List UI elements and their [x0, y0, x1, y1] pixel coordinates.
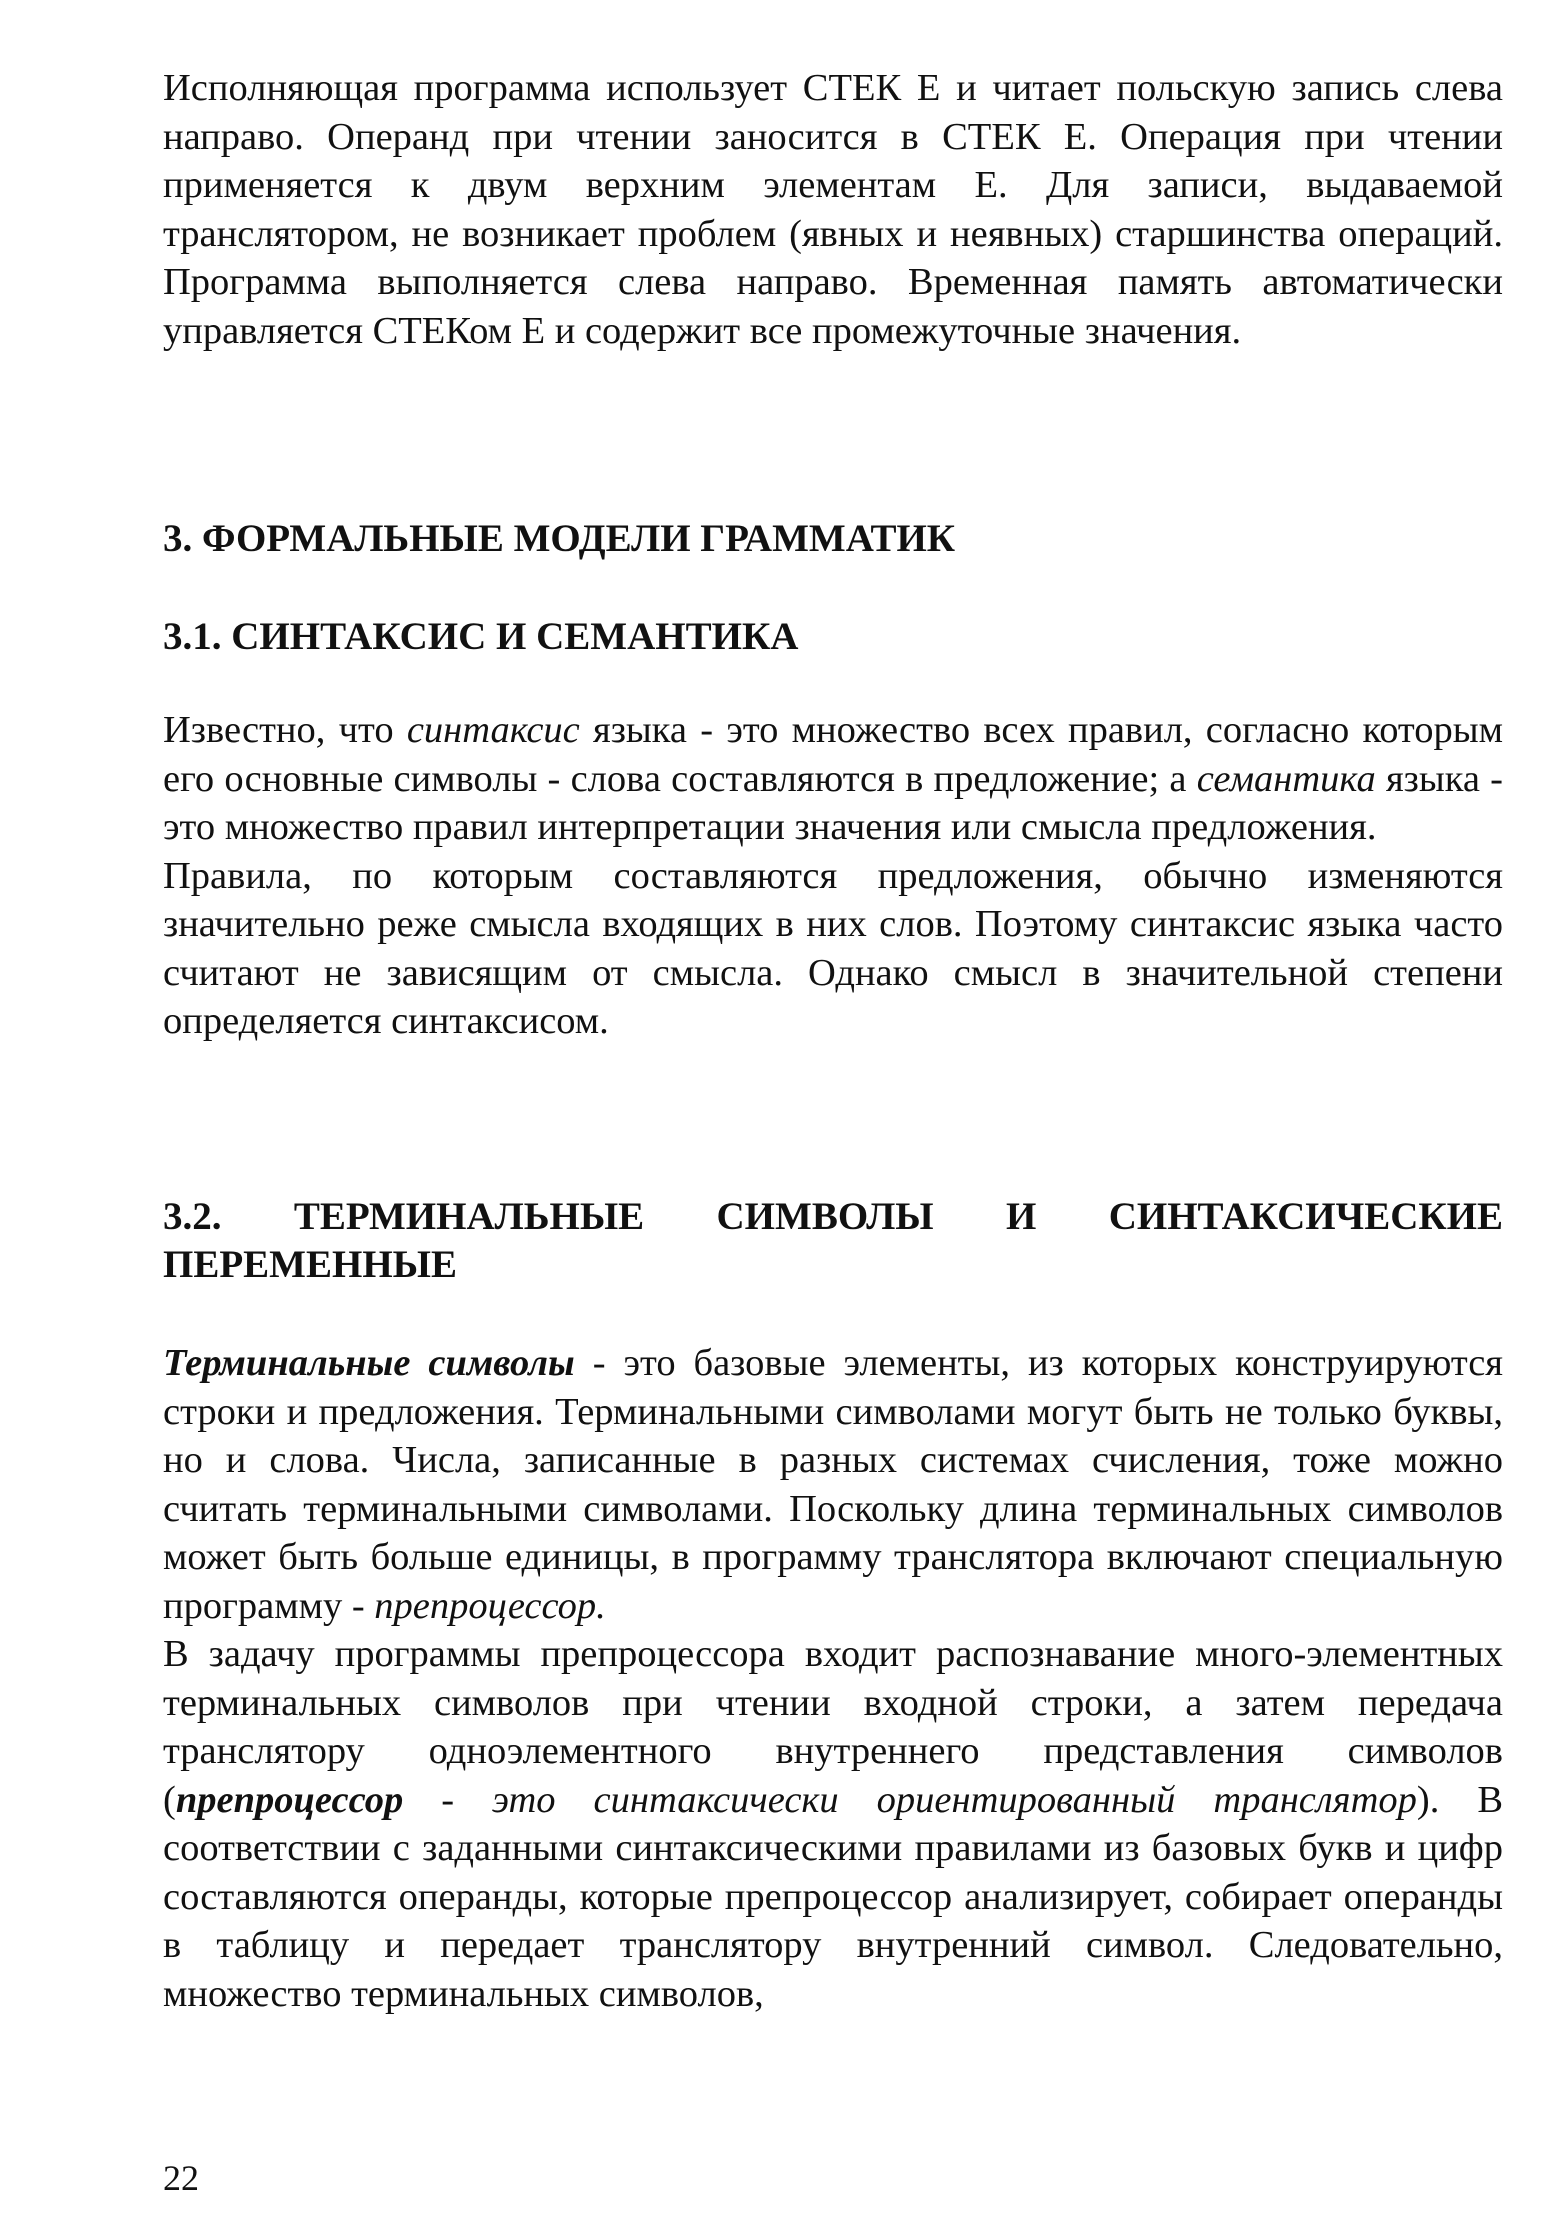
section-3-2-paragraph-2	[163, 1630, 1503, 2018]
section-3-1-paragraph-1	[163, 706, 1503, 852]
term-semantics: семантика	[1196, 757, 1376, 800]
section-3-2-title: 3.2. ТЕРМИНАЛЬНЫЕ СИМВОЛЫ И СИНТАКСИЧЕСКИЕ ПЕРЕМЕННЫЕ	[163, 1195, 1503, 1286]
section-3-1-body	[163, 706, 1503, 1046]
text-run: Известно, что	[163, 709, 407, 751]
term-preprocessor-bold: препроцессор	[175, 1778, 404, 1821]
text-run: - это базовые элементы, из которых конструируются строки и предложения. Терминальными символами могут быть не только буквы, но и слова. Числа, записанные в разных системах счисления, тоже можно считать терминальными символами. Поскольку длина терминальных символов может быть больше единицы, в программу транслятора включают специальную программу -	[163, 1342, 1503, 1627]
section-3-1-title: 3.1. СИНТАКСИС И СЕМАНТИКА	[163, 615, 799, 658]
term-preprocessor: препроцессор.	[374, 1584, 606, 1627]
section-3-1-paragraph-2: Правила, по которым составляются предложения, обычно изменяются значительно реже смысла входящих в них слов. Поэтому синтаксис языка часто считают не зависящим от смысла. Однако смысл в значительной степени определяется синтаксисом.	[163, 854, 1503, 1042]
term-syntax: синтаксис	[406, 709, 580, 751]
intro-paragraph: Исполняющая программа использует СТЕК Е и читает польскую запись слева направо. Операнд при чтении заносится в СТЕК Е. Операция при чтении применяется к двум верхним элементам Е. Для записи, выдаваемой транслятором, не возникает проблем (явных и неявных) старшинства операций. Программа выполняется слева направо. Временная память автоматически управляется СТЕКом Е и содержит все промежуточные значения.	[163, 67, 1503, 352]
section-3-2-body	[163, 1339, 1503, 2018]
page-number: 22	[163, 2158, 199, 2198]
definition-italic: - это синтаксически ориентированный транслятор	[403, 1778, 1417, 1821]
chapter-3-title: 3. ФОРМАЛЬНЫЕ МОДЕЛИ ГРАММАТИК	[163, 517, 956, 560]
term-terminal-symbols: Терминальные символы	[163, 1342, 575, 1384]
text-run: ). В соответствии с заданными синтаксическими правилами из базовых букв и цифр составляются операнды, которые препроцессор анализирует, собирает операнды в таблицу и передает транслятору внутренний символ. Следовательно, множество терминальных символов,	[163, 1778, 1503, 2015]
section-3-2-paragraph-1	[163, 1339, 1503, 1630]
intro-paragraph-block	[163, 64, 1503, 355]
text-run: языка - это множество правил интерпретации значения или смысла предложения.	[163, 757, 1503, 848]
text-run: языка - это множество всех правил, согласно которым его основные символы - слова составляются в предложение; а	[163, 709, 1503, 800]
text-run: В задачу программы препроцессора входит распознавание много-элементных терминальных символов при чтении входной строки, а затем передача транслятору одноэлементного внутреннего представления символов (	[163, 1633, 1503, 1821]
